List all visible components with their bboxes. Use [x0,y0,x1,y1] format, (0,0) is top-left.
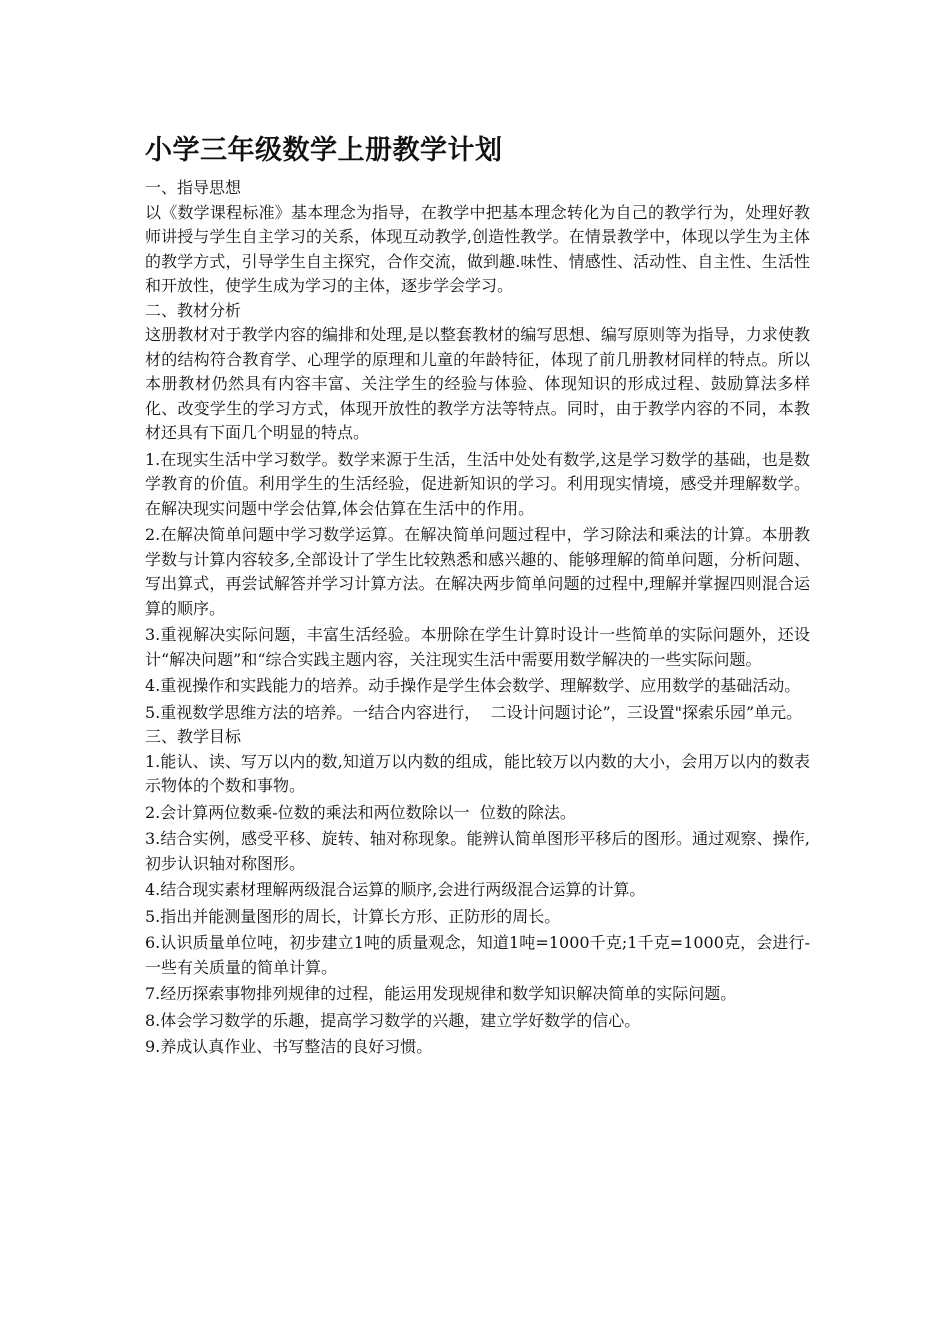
list-item: 2.在解决简单问题中学习数学运算。在解决简单问题过程中，学习除法和乘法的计算。本册教学数与计算内容较多,全部设计了学生比较熟悉和感兴趣的、能够理解的简单问题，分析问题、写出算式，再尝试解答并学习计算方法。在解决两步简单问题的过程中,理解并掌握四则混合运算的顺序。 [145,525,810,618]
section-heading-teaching-goals: 三、教学目标 [145,727,242,746]
list-item: 7.经历探索事物排列规律的过程，能运用发现规律和数学知识解决简单的实际问题。 [145,984,737,1003]
list-item: 4.结合现实素材理解两级混合运算的顺序,会进行两级混合运算的计算。 [145,880,646,899]
list-item: 6.认识质量单位吨，初步建立1吨的质量观念，知道1吨=1000千克;1千克=1000克，会进行-一些有关质量的简单计算。 [145,933,810,977]
paragraph: 以《数学课程标准》基本理念为指导，在教学中把基本理念转化为自己的教学行为，处理好教师讲授与学生自主学习的关系，体现互动教学,创造性教学。在情景教学中，体现以学生为主体的教学方式，引导学生自主探究，合作交流，做到趣.味性、情感性、活动性、自主性、生活性和开放性，使学生成为学习的主体，逐步学会学习。 [145,202,810,295]
list-item: 3.重视解决实际问题，丰富生活经验。本册除在学生计算时设计一些简单的实际问题外，还设计“解决问题”和“综合实践主题内容，关注现实生活中需要用数学解决的一些实际问题。 [145,625,810,669]
section-heading-textbook-analysis: 二、教材分析 [145,300,242,320]
list-item: 2.会计算两位数乘-位数的乘法和两位数除以一 位数的除法。 [145,802,576,822]
paragraph: 这册教材对于教学内容的编排和处理,是以整套教材的编写思想、编写原则等为指导，力求使教材的结构符合教育学、心理学的原理和儿童的年龄特征，体现了前几册教材同样的特点。所以本册教材仍然具有内容丰富、关注学生的经验与体验、体现知识的形成过程、鼓励算法多样化、改变学生的学习方式，体现开放性的教学方法等特点。同时，由于教学内容的不同，本教材还具有下面几个明显的特点。 [145,325,810,442]
list-item: 5.重视数学思维方法的培养。一结合内容进行， 二设计问题讨论”，三设置"探索乐园”单元。 [145,702,803,722]
list-item: 3.结合实例，感受平移、旋转、轴对称现象。能辨认简单图形平移后的图形。通过观察、操作,初步认识轴对称图形。 [145,829,810,873]
list-item: 1.能认、读、写万以内的数,知道万以内数的组成，能比较万以内数的大小，会用万以内的数表示物体的个数和事物。 [145,751,810,795]
list-item: 1.在现实生活中学习数学。数学来源于生活，生活中处处有数学,这是学习数学的基础，也是数学教育的价值。利用学生的生活经验，促进新知识的学习。利用现实情境，感受并理解数学。在解决现实问题中学会估算,体会估算在生活中的作用。 [145,449,810,518]
document-body [145,130,810,1060]
section-heading-guiding-ideology: 一、指导思想 [145,178,242,197]
document-title: 小学三年级数学上册教学计划 [145,135,503,166]
list-item: 5.指出并能测量图形的周长，计算长方形、正防形的周长。 [145,906,561,926]
list-item: 8.体会学习数学的乐趣，提高学习数学的兴趣，建立学好数学的信心。 [145,1010,641,1030]
list-item: 4.重视操作和实践能力的培养。动手操作是学生体会数学、理解数学、应用数学的基础活动。 [145,676,801,695]
list-item: 9.养成认真作业、书写整洁的良好习惯。 [145,1037,433,1056]
